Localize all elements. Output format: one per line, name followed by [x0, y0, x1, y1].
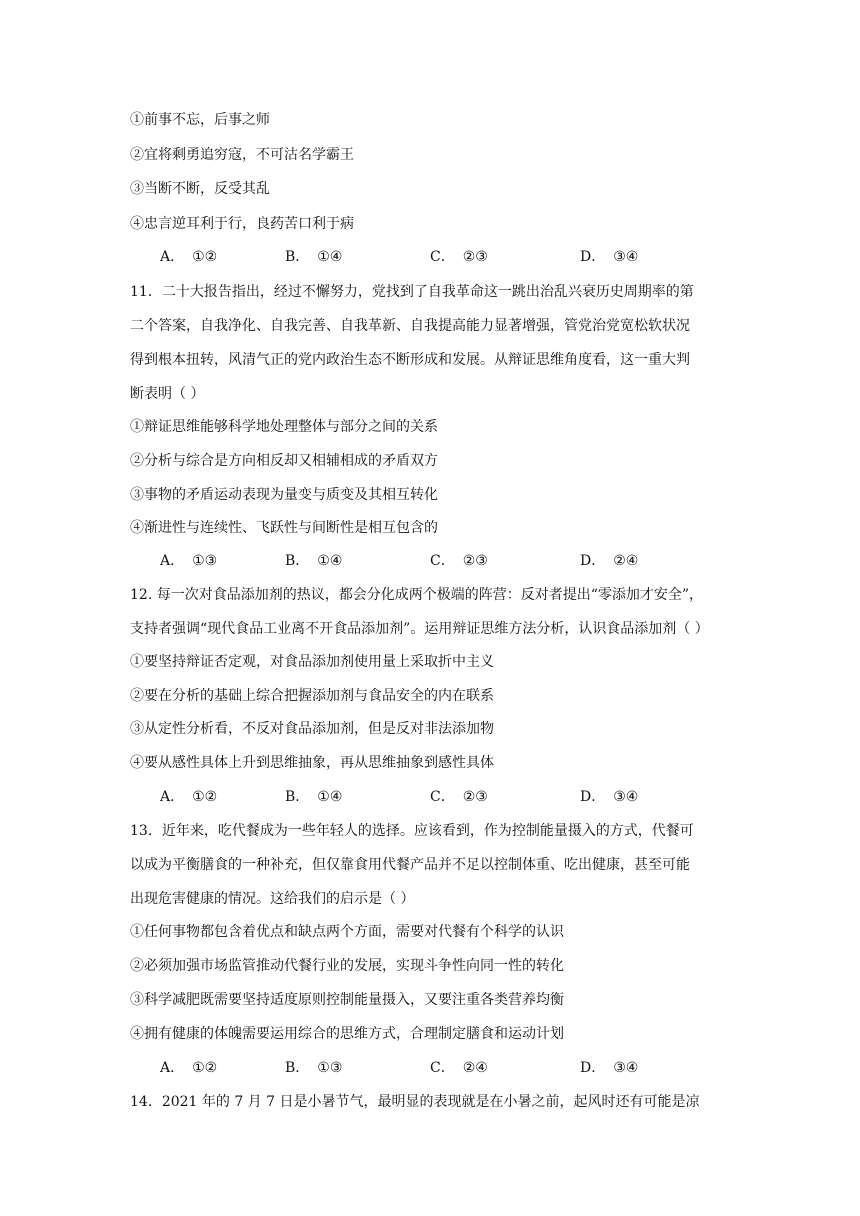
q13-option-a[interactable]: A． ①② [160, 1060, 218, 1076]
q13-item-1: ①任何事物都包含着优点和缺点两个方面，需要对代餐有个科学的认识 [130, 924, 564, 940]
q10-item-3: ③当断不断，反受其乱 [130, 181, 270, 197]
q13-option-d[interactable]: D． ③④ [580, 1060, 639, 1076]
q11-stem-line-4: 断表明（ ） [130, 386, 205, 402]
q10-option-b[interactable]: B． ①④ [285, 249, 343, 265]
q11-item-1: ①辩证思维能够科学地处理整体与部分之间的关系 [130, 419, 438, 435]
q10-option-d[interactable]: D． ③④ [580, 249, 639, 265]
q11-stem-line-1: 11．二十大报告指出，经过不懈努力，党找到了自我革命这一跳出治乱兴衰历史周期率的第 [130, 284, 694, 300]
q11-option-c[interactable]: C． ②③ [430, 553, 488, 569]
q11-item-3: ③事物的矛盾运动表现为量变与质变及其相互转化 [130, 487, 438, 503]
q10-option-a[interactable]: A． ①② [160, 249, 218, 265]
q11-item-2: ②分析与综合是方向相反却又相辅相成的矛盾双方 [130, 453, 438, 469]
q12-option-c[interactable]: C． ②③ [430, 789, 488, 805]
q11-option-b[interactable]: B． ①④ [285, 553, 343, 569]
q11-option-d[interactable]: D． ②④ [580, 553, 639, 569]
q12-item-1: ①要坚持辩证否定观，对食品添加剂使用量上采取折中主义 [130, 654, 494, 670]
q11-stem-line-2: 二个答案，自我净化、自我完善、自我革新、自我提高能力显著增强，管党治党宽松软状况 [130, 318, 690, 334]
q12-option-b[interactable]: B． ①④ [285, 789, 343, 805]
q13-stem-line-3: 出现危害健康的情况。这给我们的启示是（ ） [130, 891, 415, 907]
q12-item-3: ③从定性分析看，不反对食品添加剂，但是反对非法添加物 [130, 721, 494, 737]
q10-item-4: ④忠言逆耳利于行，良药苦口利于病 [130, 216, 354, 232]
q12-option-d[interactable]: D． ③④ [580, 789, 639, 805]
q12-item-2: ②要在分析的基础上综合把握添加剂与食品安全的内在联系 [130, 688, 494, 704]
q11-stem-line-3: 得到根本扭转，风清气正的党内政治生态不断形成和发展。从辩证思维角度看，这一重大判 [130, 352, 690, 368]
q12-option-a[interactable]: A． ①② [160, 789, 218, 805]
q13-stem-line-2: 以成为平衡膳食的一种补充，但仅靠食用代餐产品并不足以控制体重、吃出健康，甚至可能 [130, 857, 690, 873]
q13-item-2: ②必须加强市场监管推动代餐行业的发展，实现斗争性向同一性的转化 [130, 958, 564, 974]
q10-item-2: ②宜将剩勇追穷寇，不可沽名学霸王 [130, 147, 354, 163]
q10-item-1: ①前事不忘，后事之师 [130, 112, 270, 128]
q14-stem-line-1: 14．2021 年的 7 月 7 日是小暑节气，最明显的表现就是在小暑之前，起风时还有可能是凉 [130, 1094, 700, 1110]
q13-stem-line-1: 13．近年来，吃代餐成为一些年轻人的选择。应该看到，作为控制能量摄入的方式，代餐可 [130, 823, 694, 839]
q12-item-4: ④要从感性具体上升到思维抽象，再从思维抽象到感性具体 [130, 755, 494, 771]
q10-option-c[interactable]: C． ②③ [430, 249, 488, 265]
q13-option-b[interactable]: B． ①③ [285, 1060, 343, 1076]
q11-option-a[interactable]: A． ①③ [160, 553, 218, 569]
q13-option-c[interactable]: C． ②④ [430, 1060, 488, 1076]
q12-stem-line-1: 12. 每一次对食品添加剂的热议，都会分化成两个极端的阵营：反对者提出“零添加才安全”， [130, 587, 704, 603]
q12-stem-line-2: 支持者强调“现代食品工业离不开食品添加剂”。运用辩证思维方法分析，认识食品添加剂（ ） [130, 621, 709, 637]
q13-item-4: ④拥有健康的体魄需要运用综合的思维方式，合理制定膳食和运动计划 [130, 1026, 564, 1042]
q11-item-4: ④渐进性与连续性、飞跃性与间断性是相互包含的 [130, 520, 438, 536]
q13-item-3: ③科学减肥既需要坚持适度原则控制能量摄入，又要注重各类营养均衡 [130, 992, 564, 1008]
